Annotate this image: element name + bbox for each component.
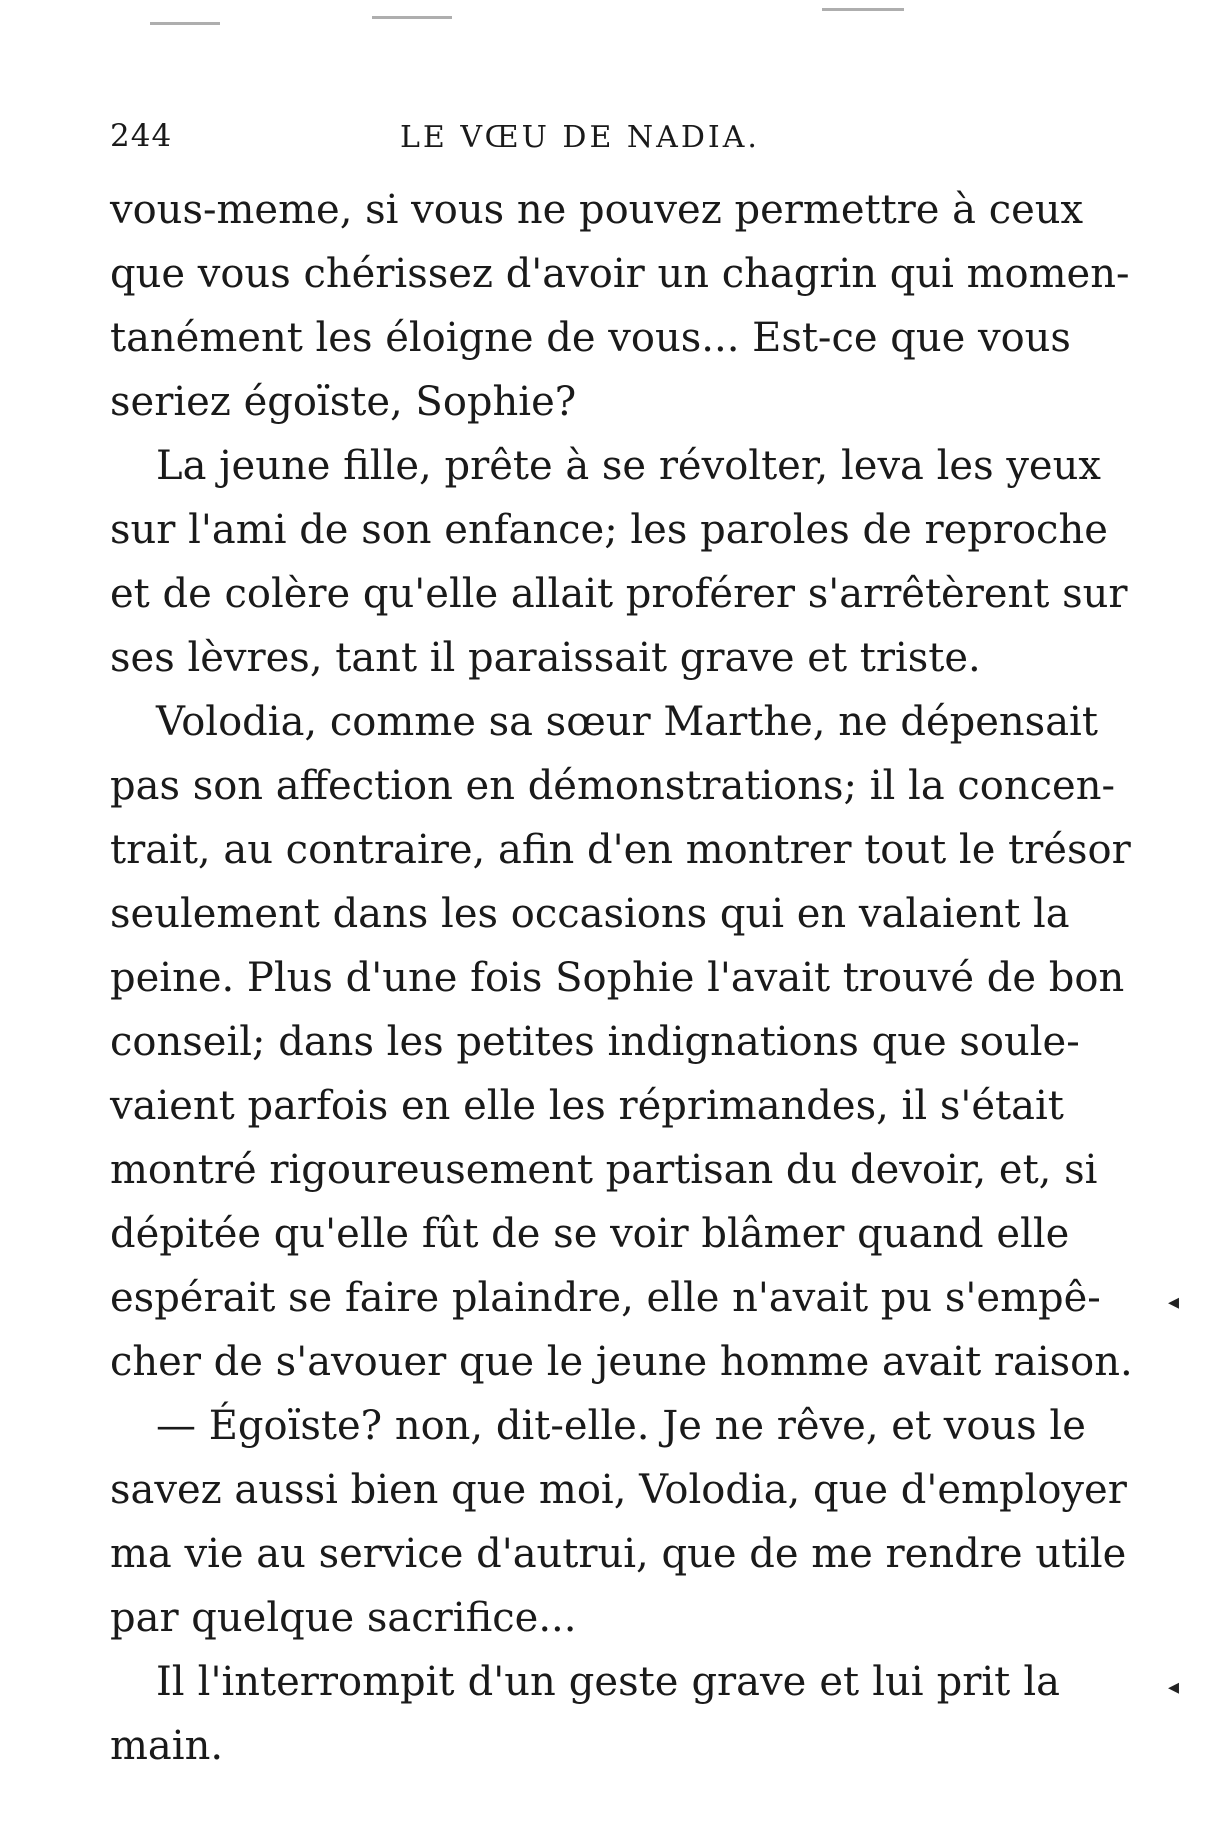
page-number: 244 <box>110 118 173 154</box>
text-line: seulement dans les occasions qui en valaient la <box>110 891 1070 937</box>
text-line: peine. Plus d'une fois Sophie l'avait trouvé de bon <box>110 955 1125 1001</box>
text-line: montré rigoureusement partisan du devoir, et, si <box>110 1147 1098 1193</box>
page-header <box>110 118 1060 158</box>
running-title: LE VŒU DE NADIA. <box>400 120 760 155</box>
margin-tick-mark: ◂ <box>1168 1290 1180 1315</box>
body-text <box>110 178 1133 1778</box>
text-line: main. <box>110 1723 224 1769</box>
text-line: dépitée qu'elle fût de se voir blâmer quand elle <box>110 1211 1070 1257</box>
text-line: pas son affection en démonstrations; il la concen- <box>110 763 1115 809</box>
scan-mark-top-right <box>822 8 904 11</box>
text-line: ma vie au service d'autrui, que de me rendre utile <box>110 1531 1127 1577</box>
text-line: cher de s'avouer que le jeune homme avait raison. <box>110 1339 1133 1385</box>
text-line: ses lèvres, tant il paraissait grave et triste. <box>110 635 981 681</box>
text-line: espérait se faire plaindre, elle n'avait pu s'empê- <box>110 1275 1101 1321</box>
scan-mark-top-center <box>372 16 452 19</box>
text-line: conseil; dans les petites indignations que soule- <box>110 1019 1080 1065</box>
scan-mark-top-left <box>150 22 220 25</box>
margin-tick-mark: ◂ <box>1168 1675 1180 1700</box>
text-line: seriez égoïste, Sophie? <box>110 379 577 425</box>
text-line: et de colère qu'elle allait proférer s'arrêtèrent sur <box>110 571 1128 617</box>
text-line: — Égoïste? non, dit-elle. Je ne rêve, et vous le <box>156 1403 1086 1449</box>
text-line: que vous chérissez d'avoir un chagrin qui momen- <box>110 251 1130 297</box>
text-line: trait, au contraire, afin d'en montrer tout le trésor <box>110 827 1131 873</box>
text-line: tanément les éloigne de vous... Est-ce que vous <box>110 315 1071 361</box>
text-line: sur l'ami de son enfance; les paroles de reproche <box>110 507 1108 553</box>
text-line: savez aussi bien que moi, Volodia, que d'employer <box>110 1467 1127 1513</box>
text-line: La jeune fille, prête à se révolter, leva les yeux <box>156 443 1101 489</box>
text-line: Il l'interrompit d'un geste grave et lui prit la <box>156 1659 1060 1705</box>
text-line: Volodia, comme sa sœur Marthe, ne dépensait <box>156 699 1098 745</box>
text-line: par quelque sacrifice... <box>110 1595 577 1641</box>
text-line: vaient parfois en elle les réprimandes, il s'était <box>110 1083 1064 1129</box>
text-line: vous-meme, si vous ne pouvez permettre à ceux <box>110 187 1084 233</box>
